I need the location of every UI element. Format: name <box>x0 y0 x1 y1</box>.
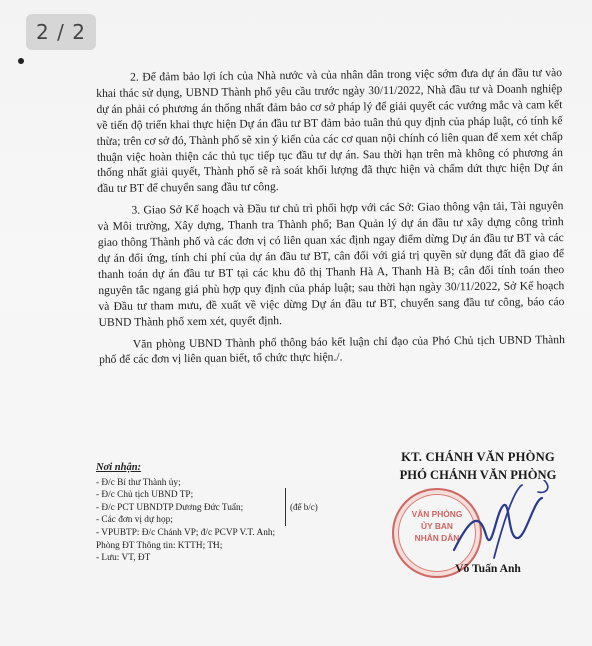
recipient-item: - Các đơn vị dự họp; <box>96 515 173 526</box>
recipient-item: - Đ/c PCT UBNDTP Dương Đức Tuấn; <box>96 502 244 513</box>
recipient-item: - Lưu: VT, ĐT <box>96 553 151 564</box>
bullet-mark <box>18 58 24 64</box>
seal-line: ỦY BAN <box>421 521 453 531</box>
signature-title-1: KT. CHÁNH VĂN PHÒNG <box>401 450 555 464</box>
seal-line: VĂN PHÒNG <box>411 509 463 519</box>
signer-name: Võ Tuấn Anh <box>455 562 521 575</box>
document-body <box>96 65 565 374</box>
recipients-heading: Nơi nhận: <box>96 462 142 473</box>
recipients-block <box>96 462 366 565</box>
handwritten-signature <box>434 480 564 570</box>
seal-line: NHÂN DÂN <box>414 533 460 543</box>
paragraph-3: 3. Giao Sở Kế hoạch và Đầu tư chủ trì phối hợp với các Sở: Giao thông vận tải, Tài nguyên và Môi trường, Xây dựng, Thanh tra Thành phố; Ban Quản lý dự án đầu tư xây dựng công trình giao thông Thành phố và các đơn vị có liên quan xác định ngay điểm dừng Dự án đầu tư BT và các dự án đối ứng, tính chi phí của dự án đầu tư BT, cân đối với giá trị quyền sử dụng đất đã giao để thanh toán dự án đầu tư BT tại các khu đô thị Thanh Hà A, Thanh Hà B; cân đối tính toán theo nguyên tắc ngang giá phù hợp quy định của pháp luật; sau thời hạn ngày 30/11/2022, Sở Kế hoạch và Đầu tư tham mưu, đề xuất về việc dừng Dự án đầu tư BT, chuyển sang đầu tư công, báo cáo UBND Thành phố xem xét, quyết định. <box>97 199 565 329</box>
page-indicator: 2 / 2 <box>26 14 96 50</box>
recipient-item: Phòng ĐT Thông tin: KTTH; TH; <box>96 540 223 551</box>
recipient-item: - VPUBTP: Đ/c Chánh VP; đ/c PCVP V.T. Anh; <box>96 527 276 538</box>
signature-title-2: PHÓ CHÁNH VĂN PHÒNG <box>399 468 557 482</box>
signature-block <box>378 450 578 483</box>
recipient-item: - Đ/c Chủ tịch UBND TP; <box>96 490 194 501</box>
closing-paragraph: Văn phòng UBND Thành phố thông báo kết luận chỉ đạo của Phó Chủ tịch UBND Thành phố để các đơn vị liên quan biết, tổ chức thực hiện./. <box>98 332 565 367</box>
brace-note: (để b/c) <box>285 488 324 526</box>
paragraph-2: 2. Để đảm bảo lợi ích của Nhà nước và của nhân dân trong việc sớm đưa dự án đầu tư vào khai thác sử dụng, UBND Thành phố yêu cầu trước ngày 30/11/2022, Nhà đầu tư và Doanh nghiệp dự án phải có phương án thống nhất đảm bảo cơ sở pháp lý để giải quyết các vướng mắc và cam kết về tiến độ triển khai thực hiện Dự án đầu tư BT đảm bảo tuân thủ quy định của pháp luật, có tính kế thừa; trên cơ sở đó, Thành phố sẽ xin ý kiến của các cơ quan nội chính có liên quan để xem xét chấp thuận việc hoàn thiện các thủ tục tiếp tục đầu tư dự án. Sau thời hạn trên mà không có phương án thống nhất giải quyết, Thành phố sẽ rà soát khối lượng đã thực hiện và chấm dứt thực hiện Dự án đầu tư BT để chuyển sang đầu tư công. <box>96 66 564 196</box>
recipient-item: - Đ/c Bí thư Thành ủy; <box>96 477 181 488</box>
